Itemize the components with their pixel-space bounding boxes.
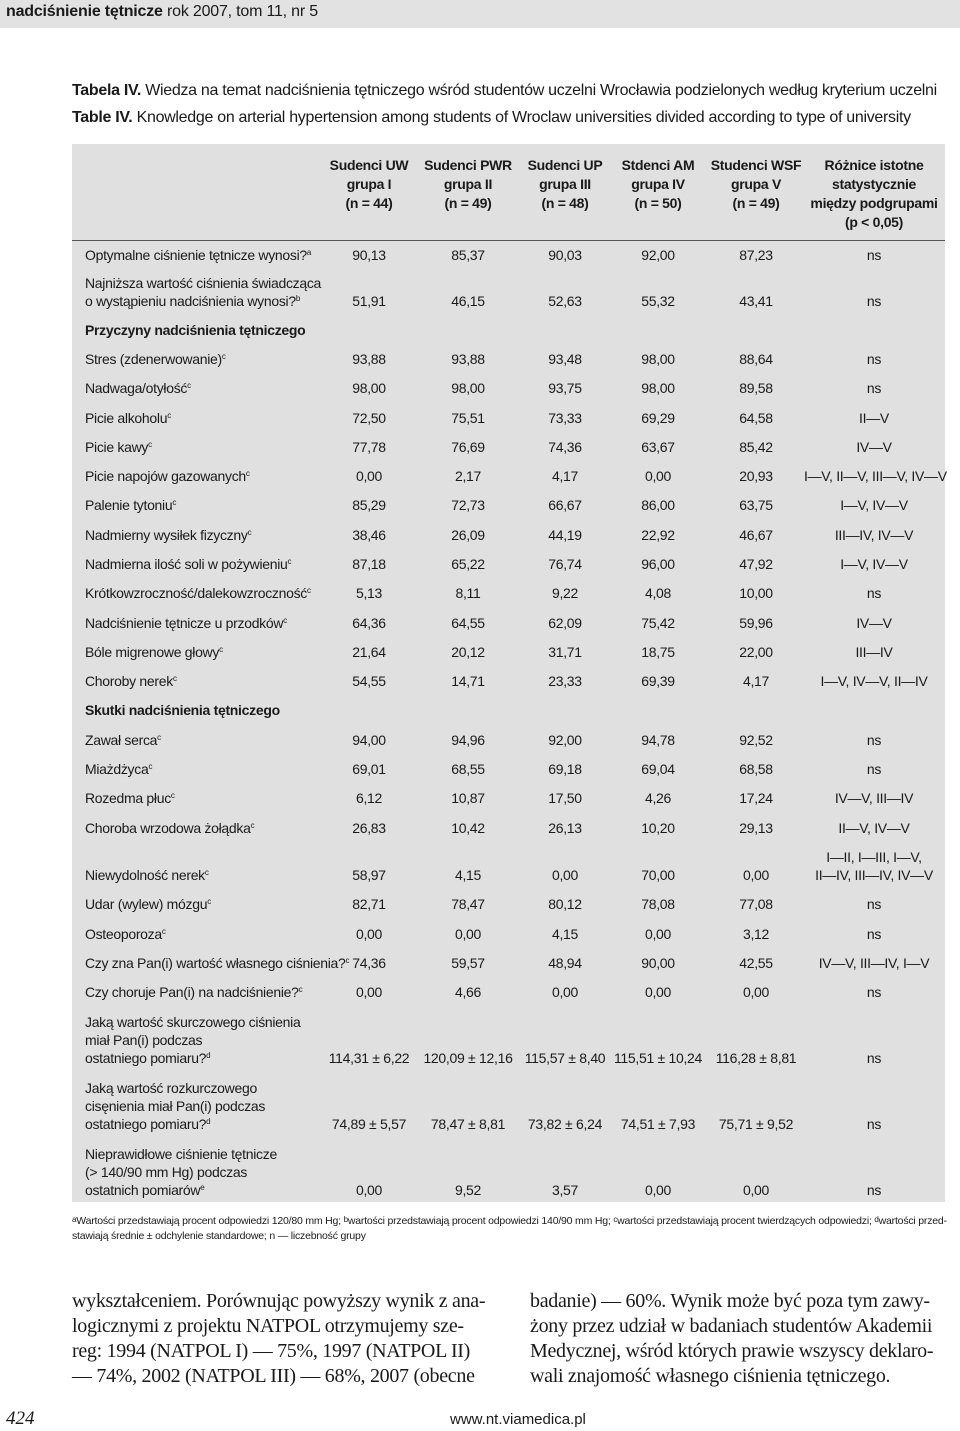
footnote-marker: a	[72, 1215, 77, 1224]
table-cell: 69,04	[641, 761, 675, 777]
footnote-marker: c	[221, 352, 226, 361]
row-label-text: Optymalne ciśnienie tętnicze wynosi?	[85, 247, 307, 263]
table-cell: 64,58	[739, 410, 773, 426]
significance-line: ns	[866, 247, 882, 263]
significance-line: I—V, IV—V, II—IV	[820, 673, 928, 689]
table-cell: 46,67	[739, 527, 773, 543]
column-header-line: statystycznie	[831, 176, 917, 192]
table-cell: 69,18	[548, 761, 582, 777]
footnote-marker: c	[161, 927, 166, 936]
journal-title-rest: rok 2007, tom 11, nr 5	[162, 3, 318, 20]
row-label-line	[85, 1163, 320, 1181]
significance-line: ns	[866, 926, 882, 942]
table-cell: 64,55	[451, 615, 485, 631]
table-cell: 29,13	[739, 820, 773, 836]
footnote-marker: c	[306, 586, 311, 595]
table-cell: 22,00	[739, 644, 773, 660]
table-cell: 93,75	[548, 380, 582, 396]
significance-line: ns	[866, 732, 882, 748]
footnote-marker: c	[287, 557, 292, 566]
table-cell: 64,36	[352, 615, 386, 631]
column-header-line: grupa V	[730, 176, 782, 192]
table-cell: 115,57 ± 8,40	[524, 1050, 606, 1066]
table-cell: 80,12	[548, 896, 582, 912]
table-cell: 10,42	[451, 820, 485, 836]
row-label-text: Bóle migrenowe głowy	[85, 644, 220, 660]
table-cell: 77,78	[352, 439, 386, 455]
table-cell: 26,83	[352, 820, 386, 836]
row-label-text: Nadciśnienie tętnicze u przodków	[85, 615, 284, 631]
body-text-line: reg: 1994 (NATPOL I) — 75%, 1997 (NATPOL II)	[72, 1340, 471, 1362]
table-cell: 38,46	[352, 527, 386, 543]
column-header-line: (n = 50)	[634, 195, 682, 211]
footnote-marker: e	[200, 1183, 205, 1192]
footnote-marker: c	[219, 645, 223, 654]
body-text-left-column	[72, 1289, 488, 1389]
table-cell: 93,48	[548, 351, 582, 367]
significance-line: I—V, II—V, III—V, IV—V	[804, 468, 947, 484]
significance-line: III—IV, IV—V	[834, 527, 914, 543]
table-cell: 8,11	[455, 585, 481, 601]
footnote-text: wartości przedstawiają procent odpowiedzi 140/90 mm Hg;	[347, 1215, 614, 1227]
footnote-marker: c	[247, 528, 252, 537]
table-cell: 10,00	[739, 585, 773, 601]
column-header-line: Sudenci PWR	[424, 157, 512, 173]
significance-line: ns	[866, 984, 882, 1000]
significance-line: IV—V, III—IV, I—V	[818, 955, 930, 971]
footnote-marker: c	[172, 674, 177, 683]
table-cell: 98,00	[641, 380, 675, 396]
column-header-line: Stdenci AM	[621, 157, 695, 173]
table-cell: 4,26	[644, 790, 672, 806]
table-cell: 96,00	[641, 556, 675, 572]
table-cell: 78,47 ± 8,81	[430, 1116, 506, 1132]
row-label-text: Palenie tytoniu	[85, 497, 173, 513]
table-cell: 0,00	[551, 984, 579, 1000]
table-cell: 20,12	[451, 644, 485, 660]
footnote-text: wartości przedstawiają procent twierdzących odpowiedzi;	[617, 1215, 875, 1227]
table-cell: 0,00	[355, 984, 383, 1000]
column-header-line: Sudenci UW	[329, 157, 409, 173]
footnote-marker: c	[148, 440, 152, 449]
footnote-marker: c	[167, 411, 171, 420]
page-number: 424	[6, 1408, 35, 1429]
table-cell: 0,00	[644, 984, 672, 1000]
table-cell: 73,33	[548, 410, 582, 426]
footnote-marker: c	[283, 616, 287, 625]
table-cell: 115,51 ± 10,24	[613, 1050, 703, 1066]
significance-line: IV—V, III—IV	[834, 790, 914, 806]
body-text-line: żony przez udział w badaniach studentów Akademii	[530, 1315, 933, 1337]
table-cell: 20,93	[739, 468, 773, 484]
table-cell: 92,00	[548, 732, 582, 748]
body-text-line: — 74%, 2002 (NATPOL III) — 68%, 2007 (obecne	[72, 1365, 475, 1387]
table-cell: 88,64	[739, 351, 773, 367]
table-cell: 76,69	[451, 439, 485, 455]
footnote-marker: c	[170, 791, 175, 800]
table-cell: 85,37	[451, 247, 485, 263]
table-cell: 92,00	[641, 247, 675, 263]
journal-title-bold: nadciśnienie tętnicze	[6, 3, 163, 20]
table-footnote	[72, 1214, 952, 1244]
table-label-english: Table IV.	[72, 109, 133, 126]
row-label-text: Osteoporoza	[85, 926, 162, 942]
significance-line: ns	[866, 585, 882, 601]
table-cell: 114,31 ± 6,22	[328, 1050, 410, 1066]
footnote-marker: d	[206, 1051, 211, 1060]
table-cell: 52,63	[548, 293, 582, 309]
table-cell: 9,22	[551, 585, 579, 601]
table-cell: 89,58	[739, 380, 773, 396]
table-cell: 0,00	[742, 984, 770, 1000]
body-text-line: wykształceniem. Porównując powyższy wynik z ana-	[72, 1290, 486, 1312]
table-cell: 65,22	[451, 556, 485, 572]
table-cell: 0,00	[454, 926, 482, 942]
row-label-text: Czy zna Pan(i) wartość własnego ciśnienia?	[85, 955, 346, 971]
table-cell: 4,17	[551, 468, 579, 484]
row-label-text: Rozedma płuc	[85, 790, 171, 806]
table-cell: 72,50	[352, 410, 386, 426]
significance-line: I—II, I—III, I—V,	[826, 849, 922, 865]
table-cell: 90,03	[548, 247, 582, 263]
table-cell: 73,82 ± 6,24	[527, 1116, 603, 1132]
column-header-line: grupa II	[443, 176, 493, 192]
significance-line: ns	[866, 380, 882, 396]
row-label-text: Jaką wartość rozkurczowego	[85, 1080, 257, 1096]
table-cell: 48,94	[548, 955, 582, 971]
table-cell: 51,91	[352, 293, 386, 309]
table-cell: 75,71 ± 9,52	[718, 1116, 794, 1132]
table-cell: 31,71	[548, 644, 582, 660]
row-label-text: Miażdżyca	[85, 761, 149, 777]
table-cell: 4,66	[454, 984, 482, 1000]
significance-line: ns	[866, 1182, 882, 1198]
row-label-text: o wystąpieniu nadciśnienia wynosi?	[85, 293, 296, 309]
table-cell: 0,00	[355, 468, 383, 484]
significance-line: IV—V	[856, 439, 892, 455]
row-label-text: Picie kawy	[85, 439, 149, 455]
table-cell: 93,88	[451, 351, 485, 367]
footnote-text: Wartości przedstawiają procent odpowiedzi 120/80 mm Hg;	[76, 1215, 344, 1227]
table-cell: 0,00	[551, 867, 579, 883]
table-cell: 42,55	[739, 955, 773, 971]
table-cell: 90,13	[352, 247, 386, 263]
table-cell: 68,55	[451, 761, 485, 777]
footnote-text: wartości przed- stawiają średnie ± odchylenie standardowe; n — liczebność grupy	[72, 1215, 947, 1242]
table-cell: 87,23	[739, 247, 773, 263]
table-cell: 17,24	[739, 790, 773, 806]
table-cell: 0,00	[355, 926, 383, 942]
row-label-text: Najniższa wartość ciśnienia świadcząca	[85, 275, 322, 291]
table-cell: 55,32	[641, 293, 675, 309]
table-cell: 3,12	[742, 926, 770, 942]
table-title-polish: Wiedza na temat nadciśnienia tętniczego wśród studentów uczelni Wrocławia podzielonych według kryterium uczelni	[141, 82, 937, 99]
table-row	[72, 0, 945, 1199]
table-cell: 94,96	[451, 732, 485, 748]
table-cell: 21,64	[352, 644, 386, 660]
table-cell: 62,09	[548, 615, 582, 631]
row-label-text: Krótkowzroczność/dalekowzroczność	[85, 585, 307, 601]
column-header-line: Sudenci UP	[527, 157, 603, 173]
column-header-line: między podgrupami	[810, 195, 938, 211]
significance-cell	[804, 1181, 944, 1199]
column-header-line: grupa I	[346, 176, 392, 192]
footnote-marker: c	[245, 469, 250, 478]
table-cell: 68,58	[739, 761, 773, 777]
significance-line: II—IV, III—IV, IV—V	[815, 867, 933, 883]
table-cell: 4,17	[742, 673, 770, 689]
row-label-text: Jaką wartość skurczowego ciśnienia	[85, 1014, 301, 1030]
table-cell: 26,13	[548, 820, 582, 836]
row-label-text: Nadmierny wysiłek fizyczny	[85, 527, 248, 543]
table-cell: 0,00	[355, 1182, 383, 1198]
table-cell: 0,00	[644, 468, 672, 484]
table-cell: 78,47	[451, 896, 485, 912]
row-label-text: Nadwaga/otyłość	[85, 380, 188, 396]
table-cell: 72,73	[451, 497, 485, 513]
table-cell: 87,18	[352, 556, 386, 572]
table-cell: 85,42	[739, 439, 773, 455]
footnote-marker: c	[613, 1215, 618, 1224]
row-label-text: Skutki nadciśnienia tętniczego	[85, 702, 280, 718]
row-label-text: Nieprawidłowe ciśnienie tętnicze	[85, 1146, 277, 1162]
significance-line: ns	[866, 1050, 882, 1066]
row-label-text: (> 140/90 mm Hg) podczas	[85, 1164, 248, 1180]
table-cell: 2,17	[454, 468, 482, 484]
row-label-text: Udar (wylew) mózgu	[85, 896, 208, 912]
table-cell: 47,92	[739, 556, 773, 572]
table-cell: 63,67	[641, 439, 675, 455]
table-cell: 74,51 ± 7,93	[620, 1116, 696, 1132]
table-cell: 46,15	[451, 293, 485, 309]
footnote-marker: c	[250, 821, 255, 830]
body-text-right-column	[530, 1289, 948, 1389]
significance-line: III—IV	[855, 644, 893, 660]
table-cell: 98,00	[641, 351, 675, 367]
table-cell: 59,57	[451, 955, 485, 971]
column-header-line: grupa III	[539, 176, 591, 192]
table-cell: 4,15	[551, 926, 579, 942]
row-label-text: Czy choruje Pan(i) na nadciśnienie?	[85, 984, 299, 1000]
row-label-text: Choroba wrzodowa żołądka	[85, 820, 251, 836]
table-cell: 66,67	[548, 497, 582, 513]
table-cell: 17,50	[548, 790, 582, 806]
table-cell: 44,19	[548, 527, 582, 543]
footnote-marker: c	[345, 956, 350, 965]
table-cell: 26,09	[451, 527, 485, 543]
significance-line: ns	[866, 896, 882, 912]
column-header-line: (p < 0,05)	[844, 214, 904, 230]
table-cell: 98,00	[352, 380, 386, 396]
row-label-text: cisęnienia miał Pan(i) podczas	[85, 1098, 266, 1114]
table-cell: 75,51	[451, 410, 485, 426]
table-cell: 120,09 ± 12,16	[423, 1050, 513, 1066]
row-label-text: Zawał serca	[85, 732, 158, 748]
significance-line: ns	[866, 293, 882, 309]
column-header-line: (n = 49)	[732, 195, 780, 211]
row-label-text: ostatnich pomiarów	[85, 1182, 201, 1198]
row-label-text: Picie alkoholu	[85, 410, 168, 426]
significance-line: II—V	[859, 410, 889, 426]
table-cell: 85,29	[352, 497, 386, 513]
table-cell: 76,74	[548, 556, 582, 572]
table-cell: 94,78	[641, 732, 675, 748]
row-label-text: ostatniego pomiaru?	[85, 1050, 207, 1066]
footnote-marker: d	[874, 1215, 879, 1224]
body-text-line: logicznymi z projektu NATPOL otrzymujemy sze-	[72, 1315, 464, 1337]
table-cell: 77,08	[739, 896, 773, 912]
column-header-line: (n = 48)	[541, 195, 589, 211]
table-cell: 14,71	[451, 673, 485, 689]
table-cell: 58,97	[352, 867, 386, 883]
table-cell: 23,33	[548, 673, 582, 689]
table-cell: 82,71	[352, 896, 386, 912]
table-cell: 18,75	[641, 644, 675, 660]
table-cell: 10,20	[641, 820, 675, 836]
table-cell: 90,00	[641, 955, 675, 971]
table-cell: 116,28 ± 8,81	[715, 1050, 797, 1066]
table-label-polish: Tabela IV.	[72, 82, 142, 99]
table-cell: 54,55	[352, 673, 386, 689]
significance-line: IV—V	[856, 615, 892, 631]
significance-line: I—V, IV—V	[840, 497, 908, 513]
table-cell: 9,52	[454, 1182, 482, 1198]
significance-line: II—V, IV—V	[838, 820, 910, 836]
table-cell: 98,00	[451, 380, 485, 396]
body-text-line: badanie) — 60%. Wynik może być poza tym zawy-	[530, 1290, 930, 1312]
table-cell: 69,01	[352, 761, 386, 777]
table-cell: 5,13	[355, 585, 383, 601]
table-cell: 92,52	[739, 732, 773, 748]
row-label-line	[85, 1181, 320, 1199]
row-label-line	[85, 1145, 320, 1163]
row-label-text: Przyczyny nadciśnienia tętniczego	[85, 322, 306, 338]
row-label-text: Picie napojów gazowanych	[85, 468, 246, 484]
significance-line: ns	[866, 1116, 882, 1132]
footnote-marker: b	[343, 1215, 348, 1224]
row-label-text: Niewydolność nerek	[85, 867, 205, 883]
table-title-english: Knowledge on arterial hypertension among students of Wroclaw universities divided according to type of university	[132, 109, 911, 126]
column-header-line: (n = 44)	[345, 195, 393, 211]
table-cell: 0,00	[742, 867, 770, 883]
table-cell: 75,42	[641, 615, 675, 631]
footnote-marker: c	[207, 897, 211, 906]
table-cell: 43,41	[739, 293, 773, 309]
footnote-marker: c	[298, 985, 303, 994]
footnote-marker: c	[172, 498, 177, 507]
column-header-line: Różnice istotne	[824, 157, 924, 173]
row-label-text: miał Pan(i) podczas	[85, 1032, 203, 1048]
column-header-line: Studenci WSF	[710, 157, 802, 173]
table-cell: 6,12	[355, 790, 383, 806]
column-header-line: (n = 49)	[444, 195, 492, 211]
table-cell: 78,08	[641, 896, 675, 912]
table-cell: 69,29	[641, 410, 675, 426]
table-cell: 4,08	[644, 585, 672, 601]
table-cell: 59,96	[739, 615, 773, 631]
footnote-marker: c	[157, 733, 161, 742]
table-cell: 63,75	[739, 497, 773, 513]
footnote-marker: a	[306, 248, 312, 257]
table-cell: 0,00	[742, 1182, 770, 1198]
row-label-text: Nadmierna ilość soli w pożywieniu	[85, 556, 288, 572]
row-label-text: Stres (zdenerwowanie)	[85, 351, 222, 367]
significance-line: ns	[866, 761, 882, 777]
table-cell: 74,36	[352, 955, 386, 971]
footnote-marker: c	[148, 762, 153, 771]
footnote-marker: b	[295, 294, 300, 303]
table-cell: 0,00	[644, 1182, 672, 1198]
footnote-marker: d	[206, 1117, 211, 1126]
table-cell: 86,00	[641, 497, 675, 513]
footer-website: www.nt.viamedica.pl	[450, 1411, 586, 1428]
column-header-line: grupa IV	[631, 176, 685, 192]
table-cell: 69,39	[641, 673, 675, 689]
table-cell: 94,00	[352, 732, 386, 748]
table-cell: 10,87	[451, 790, 485, 806]
body-text-line: Medycznej, wśród których prawie wszyscy deklaro-	[530, 1340, 934, 1362]
significance-line: ns	[866, 351, 882, 367]
footnote-marker: c	[187, 381, 191, 390]
table-cell: 3,57	[551, 1182, 579, 1198]
table-cell: 93,88	[352, 351, 386, 367]
body-text-line: wali znajomość własnego ciśnienia tętniczego.	[530, 1365, 891, 1387]
row-label-text: ostatniego pomiaru?	[85, 1116, 207, 1132]
table-cell: 74,36	[548, 439, 582, 455]
table-cell: 22,92	[641, 527, 675, 543]
table-cell: 70,00	[641, 867, 675, 883]
row-label-text: Choroby nerek	[85, 673, 173, 689]
table-cell: 0,00	[644, 926, 672, 942]
footnote-marker: c	[204, 868, 209, 877]
significance-line: I—V, IV—V	[840, 556, 908, 572]
row-label	[85, 1145, 320, 1199]
table-cell: 74,89 ± 5,57	[331, 1116, 407, 1132]
table-cell: 4,15	[454, 867, 482, 883]
